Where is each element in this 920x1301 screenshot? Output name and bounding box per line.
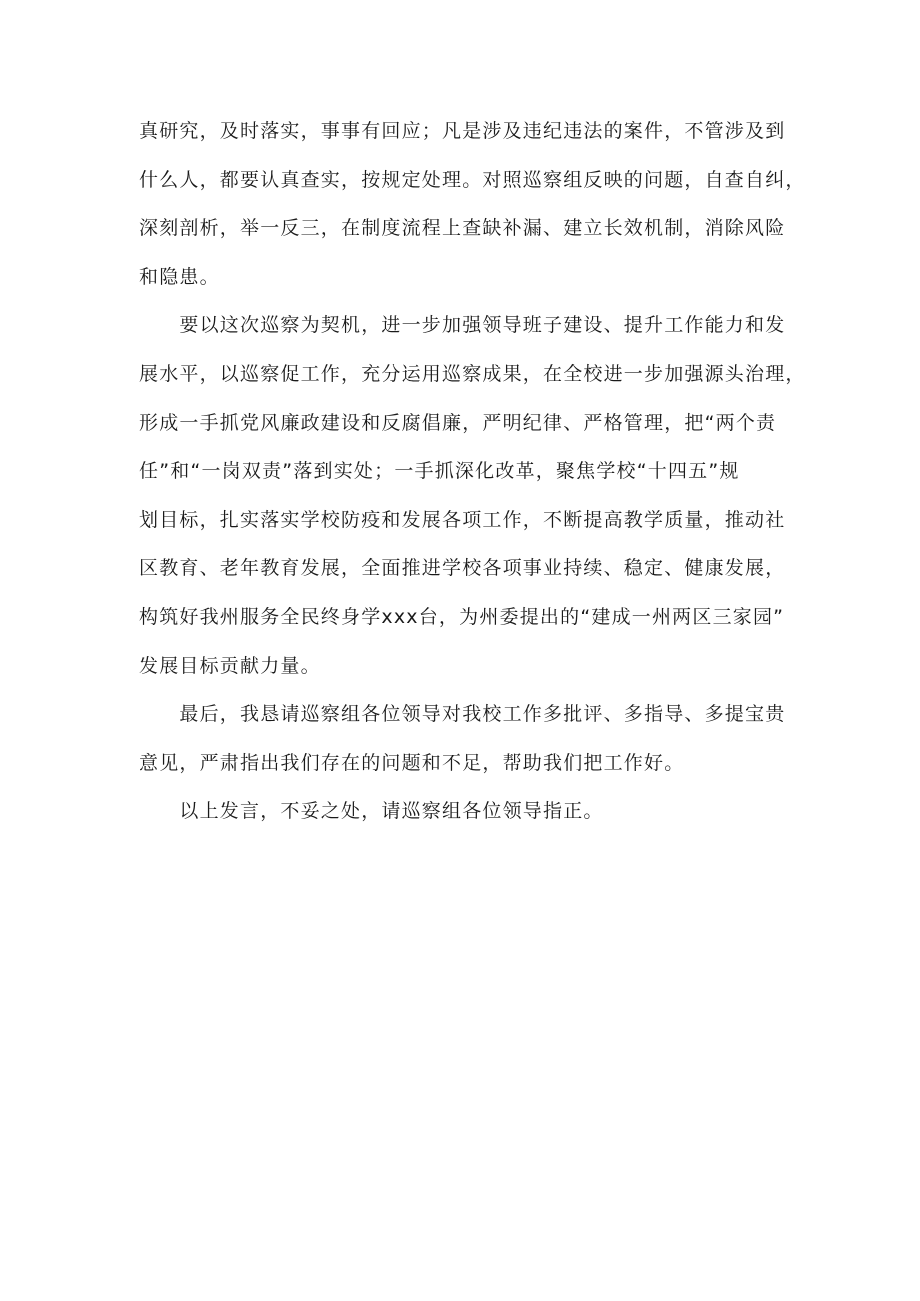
document-body xyxy=(139,107,806,836)
text-line: 什么人，都要认真查实，按规定处理。对照巡察组反映的问题，自查自纠， xyxy=(139,168,806,191)
text-line: 区教育、老年教育发展，全面推进学校各项事业持续、稳定、健康发展， xyxy=(139,557,786,580)
text-line: 以上发言，不妥之处，请巡察组各位领导指正。 xyxy=(139,800,604,823)
text-line: 发展目标贡献力量。 xyxy=(139,654,321,677)
text-line: 形成一手抓党风廉政建设和反腐倡廉，严明纪律、严格管理，把“两个责 xyxy=(139,411,777,434)
text-line: 真研究，及时落实，事事有回应；凡是涉及违纪违法的案件，不管涉及到 xyxy=(139,120,786,142)
text-line: 划目标，扎实落实学校防疫和发展各项工作，不断提高教学质量，推动社 xyxy=(139,508,786,531)
text-line: 深刻剖析，举一反三，在制度流程上查缺补漏、建立长效机制，消除风险 xyxy=(139,217,786,240)
text-line: 要以这次巡察为契机，进一步加强领导班子建设、提升工作能力和发 xyxy=(139,314,786,337)
text-line: 构筑好我州服务全民终身学xxx台，为州委提出的“建成一州两区三家园” xyxy=(139,605,785,628)
text-line: 展水平，以巡察促工作，充分运用巡察成果，在全校进一步加强源头治理， xyxy=(139,362,806,385)
text-line: 意见，严肃指出我们存在的问题和不足，帮助我们把工作好。 xyxy=(139,751,685,774)
text-line: 最后，我恳请巡察组各位领导对我校工作多批评、多指导、多提宝贵 xyxy=(139,703,786,726)
text-line: 任”和“一岗双责”落到实处；一手抓深化改革，聚焦学校“十四五”规 xyxy=(139,460,740,483)
text-line: 和隐患。 xyxy=(139,265,220,288)
